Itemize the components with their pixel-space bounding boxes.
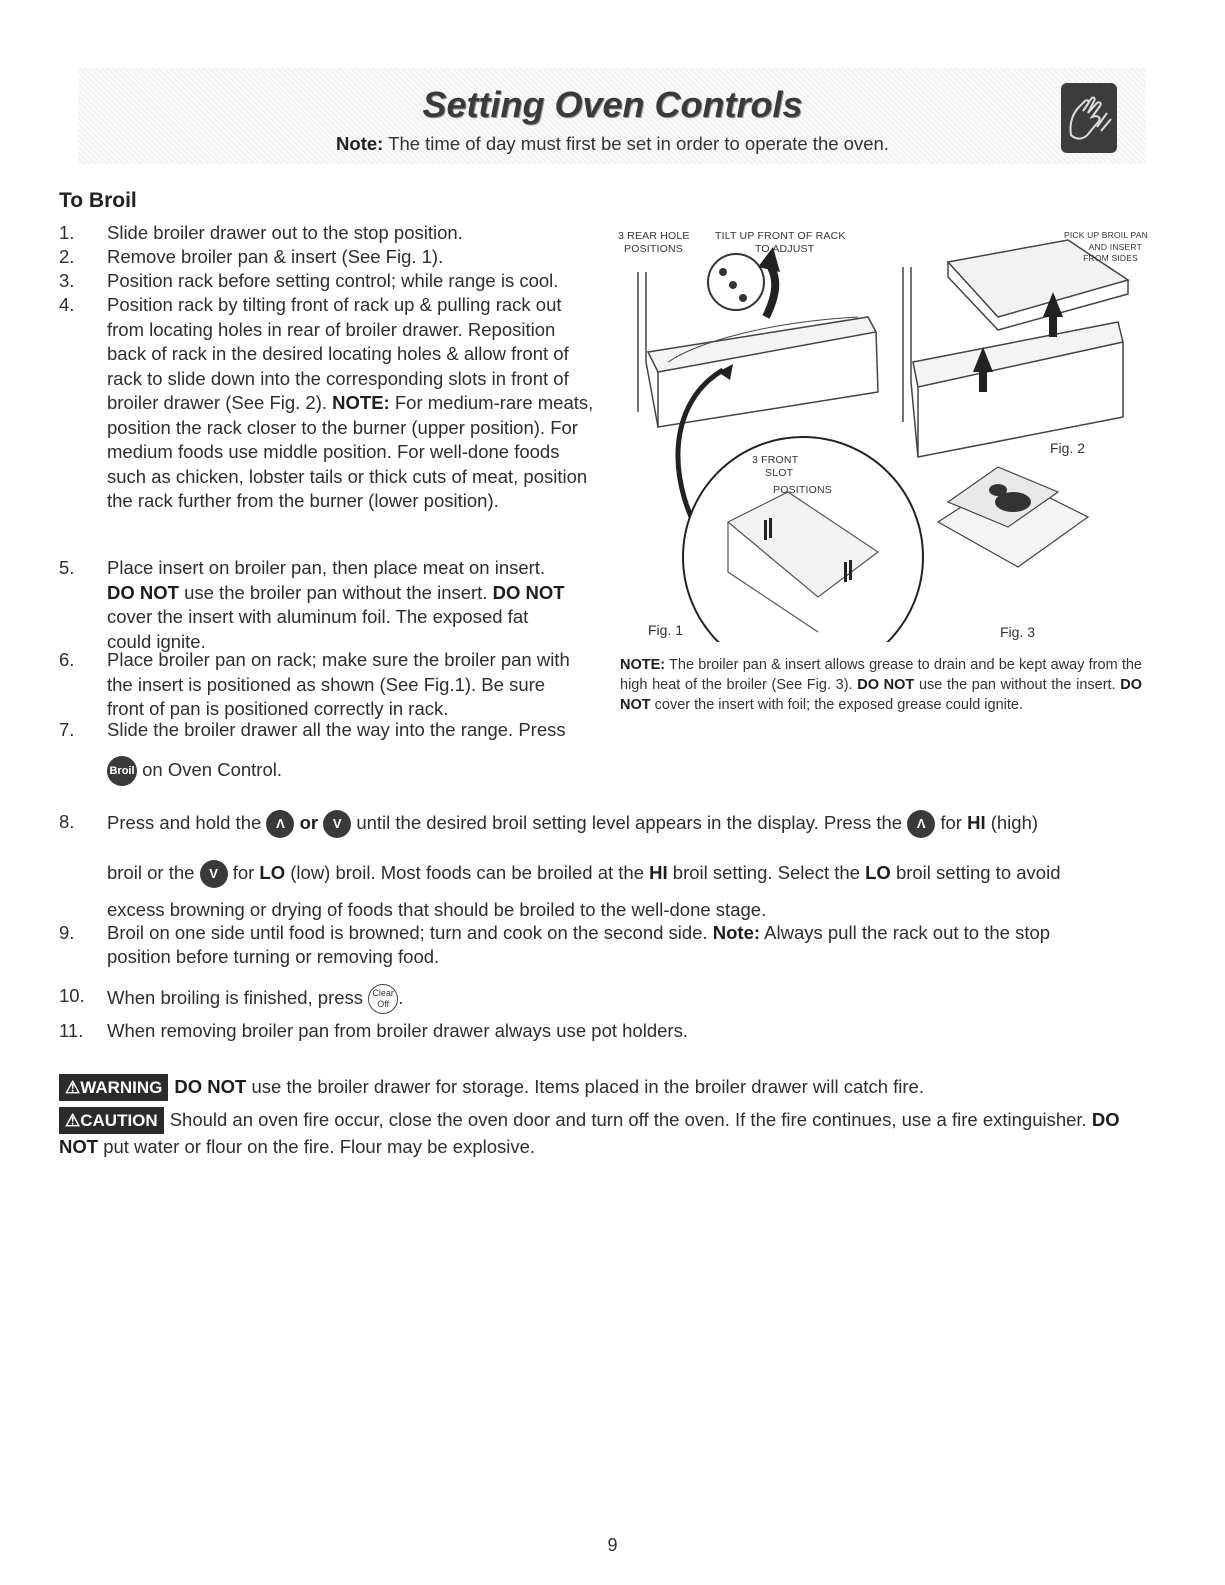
step-text: cover the insert with aluminum foil. The exposed fat could ignite. xyxy=(107,606,529,652)
step-text: Press and hold the xyxy=(107,811,262,833)
page-title: Setting Oven Controls xyxy=(422,84,803,125)
note-text: cover the insert with foil; the exposed grease could ignite. xyxy=(654,697,1023,713)
step-text: for xyxy=(232,861,255,883)
do-not-label: DO NOT xyxy=(107,581,179,603)
figure-caption: Fig. 1 xyxy=(648,622,684,638)
step-text: excess browning or drying of foods that should be broiled to the well-done stage. xyxy=(107,899,767,920)
step-1 xyxy=(59,221,619,246)
step-text: on Oven Control. xyxy=(142,758,282,780)
header-note-label: Note: xyxy=(336,133,384,154)
hand-cooking-icon xyxy=(1061,83,1117,153)
step-text: broil or the xyxy=(107,861,195,883)
note-text: use the pan without the insert. xyxy=(918,677,1116,693)
step-text: Position rack before setting control; while range is cool. xyxy=(107,270,559,291)
step-4 xyxy=(59,293,604,533)
up-arrow-button-icon: Λ xyxy=(266,810,294,838)
step-text: until the desired broil setting level appears in the display. Press the xyxy=(356,811,903,833)
figure-label: FROM SIDES xyxy=(1083,253,1138,263)
down-arrow-button-icon: V xyxy=(200,860,228,888)
step-number: 5. xyxy=(59,557,75,578)
step-number: 3. xyxy=(59,270,75,291)
hi-label: HI xyxy=(649,861,668,883)
step-text: Remove broiler pan & insert (See Fig. 1). xyxy=(107,246,444,267)
figure-label: 3 REAR HOLE xyxy=(618,230,690,242)
figure-label: POSITIONS xyxy=(773,484,832,496)
step-text: broil setting to avoid xyxy=(895,861,1061,883)
lo-label: LO xyxy=(259,861,286,883)
clear-label: Clear xyxy=(372,988,394,998)
step-10 xyxy=(59,984,759,1018)
figure-label: TO ADJUST xyxy=(755,243,815,255)
caution-text: Should an oven fire occur, close the oven door and turn off the oven. If the fire continues, use a fire extinguisher. xyxy=(169,1109,1087,1130)
step-number: 4. xyxy=(59,294,75,315)
step-number: 6. xyxy=(59,649,75,670)
step-number: 2. xyxy=(59,246,75,267)
step-text: (low) broil. Most foods can be broiled at the xyxy=(290,861,644,883)
do-not-label: DO NOT xyxy=(59,1109,1120,1157)
step-text: position before turning or removing food. xyxy=(107,946,440,967)
caution-line xyxy=(59,1107,1149,1159)
section-title: To Broil xyxy=(59,189,137,212)
figure-label: SLOT xyxy=(765,467,794,479)
step-text: Slide the broiler drawer all the way into the range. Press xyxy=(107,719,566,740)
note-label: NOTE: xyxy=(620,657,666,673)
step-text: Position rack by tilting front of rack up & pulling rack out from locating holes in rear of broiler drawer. Reposition back of rack in the desired locating holes & allow front of rack to slide down into the corresponding slots in front of broiler drawer (See Fig. 2). xyxy=(107,294,569,413)
figure-label: 3 FRONT xyxy=(752,454,799,466)
figure-label: PICK UP BROIL PAN xyxy=(1063,230,1148,240)
clear-off-button-icon xyxy=(368,984,398,1014)
page-number: 9 xyxy=(607,1535,618,1555)
step-text-note: For medium-rare meats, position the rack closer to the burner (upper position). For medium foods use middle position. For well-done foods such as chicken, lobster tails or thick cuts of meat, position the rack further from the burner (lower position). xyxy=(107,392,594,511)
warning-badge: ⚠WARNING xyxy=(59,1074,168,1101)
step-text: (high) xyxy=(990,811,1039,833)
step-text: for xyxy=(940,811,962,833)
step-text: broil setting. Select the xyxy=(672,861,860,883)
broiler-illustration xyxy=(618,222,1148,642)
figures-area xyxy=(618,222,1148,642)
broil-button-icon: Broil xyxy=(107,756,137,786)
step-number: 7. xyxy=(59,719,75,740)
step-6 xyxy=(59,648,604,723)
caution-text: put water or flour on the fire. Flour may be explosive. xyxy=(103,1136,536,1157)
figure-note xyxy=(620,655,1142,715)
off-label: Off xyxy=(377,999,390,1009)
step-number: 8. xyxy=(59,811,75,832)
step-7 xyxy=(59,718,619,788)
step-number: 9. xyxy=(59,922,75,943)
do-not-label: DO NOT xyxy=(492,581,565,603)
step-text: Slide broiler drawer out to the stop position. xyxy=(107,222,463,243)
hi-label: HI xyxy=(967,811,986,833)
do-not-label: DO NOT xyxy=(174,1076,247,1097)
step-text: use the broiler pan without the insert. xyxy=(184,581,488,603)
warning-line xyxy=(59,1074,1149,1101)
step-2 xyxy=(59,245,619,270)
step-text: Always pull the rack out to the stop xyxy=(764,922,1051,943)
step-number: 1. xyxy=(59,222,75,243)
figure-label: AND INSERT xyxy=(1088,242,1142,252)
note-label: NOTE: xyxy=(332,392,390,413)
figure-caption: Fig. 3 xyxy=(1000,624,1036,640)
step-text: When broiling is finished, press xyxy=(107,986,364,1008)
step-11 xyxy=(59,1019,1059,1044)
step-text: Broil on one side until food is browned; turn and cook on the second side. xyxy=(107,922,708,943)
step-text: When removing broiler pan from broiler drawer always use pot holders. xyxy=(107,1020,688,1041)
step-9 xyxy=(59,921,1159,971)
caution-badge: ⚠CAUTION xyxy=(59,1107,164,1134)
step-3 xyxy=(59,269,619,294)
note-text: The broiler pan & insert allows grease to drain and be kept away from the high heat of the broiler (See Fig. 3). xyxy=(620,657,1142,693)
step-text: . xyxy=(398,986,404,1008)
header-note-text: The time of day must first be set in order to operate the oven. xyxy=(388,133,889,154)
up-arrow-button-icon: Λ xyxy=(907,810,935,838)
step-number: 10. xyxy=(59,985,85,1006)
figure-label: TILT UP FRONT OF RACK xyxy=(715,230,846,242)
figure-label: POSITIONS xyxy=(624,243,683,255)
do-not-label: DO NOT xyxy=(857,677,915,693)
header-note xyxy=(0,133,1225,155)
do-not-label: DO NOT xyxy=(620,677,1142,713)
lo-label: LO xyxy=(865,861,891,883)
warning-text: use the broiler drawer for storage. Items placed in the broiler drawer will catch fire. xyxy=(251,1076,924,1097)
step-8 xyxy=(59,810,1159,920)
step-5 xyxy=(59,556,604,656)
step-text: Place insert on broiler pan, then place meat on insert. xyxy=(107,557,546,578)
figure-caption: Fig. 2 xyxy=(1050,440,1086,456)
step-number: 11. xyxy=(59,1020,84,1041)
down-arrow-button-icon: V xyxy=(323,810,351,838)
or-word: or xyxy=(299,811,319,833)
step-text: Place broiler pan on rack; make sure the broiler pan with the insert is positioned as shown (See Fig.1). Be sure front of pan is positioned correctly in rack. xyxy=(107,649,570,719)
note-label: Note: xyxy=(712,922,761,943)
